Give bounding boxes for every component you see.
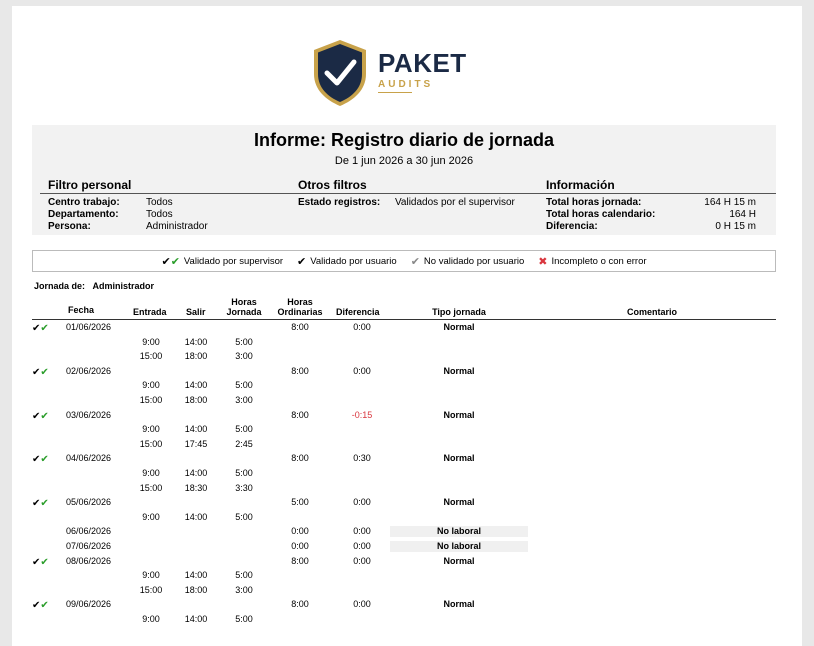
tramo-entrada: 9:00 bbox=[142, 570, 160, 581]
departamento-label: Departamento: bbox=[48, 209, 119, 220]
day-fecha: 01/06/2026 bbox=[66, 322, 112, 332]
day-diferencia: 0:30 bbox=[353, 453, 371, 464]
day-horas-ordinarias: 8:00 bbox=[291, 365, 309, 376]
tramo-salir: 18:00 bbox=[184, 395, 208, 405]
col-horas-jornada-l2: Jornada bbox=[226, 307, 262, 317]
total-calendario-label: Total horas calendario: bbox=[546, 209, 656, 220]
day-diferencia: 0:00 bbox=[353, 541, 371, 551]
tramo-horas: 3:00 bbox=[235, 584, 253, 595]
day-horas-ordinarias: 8:00 bbox=[291, 555, 309, 566]
day-fecha: 08/06/2026 bbox=[66, 555, 112, 566]
col-salir: Salir bbox=[186, 307, 206, 317]
estado-value: Validados por el supervisor bbox=[395, 197, 515, 208]
report-header bbox=[32, 125, 776, 235]
tramo-salir: 14:00 bbox=[184, 424, 208, 435]
tramo-entrada: 9:00 bbox=[142, 511, 160, 522]
tramo-entrada: 15:00 bbox=[139, 438, 163, 449]
col-comentario: Comentario bbox=[626, 307, 677, 317]
day-diferencia: 0:00 bbox=[353, 599, 371, 610]
day-diferencia: 0:00 bbox=[353, 497, 371, 508]
validated-supervisor-icon: ✔✔ bbox=[32, 498, 49, 510]
col-horas-ord-l1: Horas bbox=[287, 297, 313, 307]
legend-no-validado-label: No validado por usuario bbox=[423, 255, 525, 267]
tramo-horas: 5:00 bbox=[235, 570, 253, 581]
double-check-icon: ✔✔ bbox=[161, 255, 180, 268]
total-jornada-label: Total horas jornada: bbox=[546, 197, 642, 208]
legend-supervisor bbox=[161, 255, 283, 268]
day-tipo-jornada: Normal bbox=[443, 497, 475, 508]
legend-supervisor-label: Validado por supervisor bbox=[183, 255, 284, 267]
brand-subtitle: AUDITS bbox=[378, 79, 434, 90]
validated-supervisor-icon: ✔✔ bbox=[32, 556, 49, 568]
total-calendario-value: 164 H bbox=[729, 209, 756, 220]
day-fecha: 09/06/2026 bbox=[66, 599, 112, 610]
departamento-value: Todos bbox=[146, 209, 173, 220]
day-fecha: 02/06/2026 bbox=[66, 365, 112, 376]
legend-incompleto-label: Incompleto o con error bbox=[551, 255, 647, 267]
col-fecha: Fecha bbox=[68, 305, 95, 315]
diferencia-label: Diferencia: bbox=[546, 221, 598, 232]
tramo-entrada: 15:00 bbox=[139, 482, 163, 493]
day-horas-ordinarias: 8:00 bbox=[291, 599, 309, 610]
validated-supervisor-icon: ✔✔ bbox=[32, 600, 49, 612]
jornada-label: Jornada de: bbox=[34, 281, 86, 291]
brand-name: PAKET bbox=[378, 48, 467, 78]
day-fecha: 03/06/2026 bbox=[66, 409, 112, 420]
tramo-horas: 5:00 bbox=[235, 424, 253, 435]
tramo-horas: 2:45 bbox=[235, 438, 253, 449]
legend-usuario bbox=[297, 255, 397, 268]
jornada-persona: Administrador bbox=[92, 281, 155, 291]
col-entrada: Entrada bbox=[133, 307, 167, 317]
informacion-values bbox=[546, 197, 756, 233]
otros-filtros-values bbox=[298, 197, 515, 209]
day-tipo-jornada: Normal bbox=[443, 322, 475, 332]
tramo-salir: 18:00 bbox=[184, 351, 208, 362]
col-horas-jornada-l1: Horas bbox=[231, 297, 257, 307]
table-header-rule bbox=[32, 319, 776, 320]
report-date-range: De 1 jun 2026 a 30 jun 2026 bbox=[334, 155, 474, 167]
centro-label: Centro trabajo: bbox=[48, 197, 120, 208]
tramo-salir: 14:00 bbox=[184, 468, 208, 478]
day-horas-ordinarias: 0:00 bbox=[291, 541, 309, 551]
day-fecha: 04/06/2026 bbox=[66, 453, 112, 464]
col-horas-ordinarias bbox=[276, 297, 324, 317]
tramo-salir: 18:00 bbox=[184, 584, 208, 595]
tramo-entrada: 9:00 bbox=[142, 424, 160, 435]
validated-supervisor-icon: ✔✔ bbox=[32, 323, 49, 334]
col-tipo-jornada: Tipo jornada bbox=[432, 307, 486, 317]
status-legend bbox=[32, 250, 776, 272]
filtro-personal-values bbox=[48, 197, 208, 233]
day-tipo-jornada: Normal bbox=[443, 365, 475, 376]
validated-supervisor-icon: ✔✔ bbox=[32, 366, 49, 378]
shield-check-icon bbox=[312, 38, 368, 108]
day-tipo-jornada: No laboral bbox=[390, 526, 528, 537]
day-fecha: 05/06/2026 bbox=[66, 497, 112, 508]
tramo-horas: 5:00 bbox=[235, 468, 253, 478]
check-icon: ✔ bbox=[297, 255, 307, 268]
tramo-entrada: 15:00 bbox=[139, 395, 163, 405]
report-title: Informe: Registro diario de jornada bbox=[253, 130, 555, 150]
day-diferencia: 0:00 bbox=[353, 365, 371, 376]
header-divider bbox=[40, 193, 776, 194]
tramo-entrada: 9:00 bbox=[142, 336, 160, 347]
day-diferencia: 0:00 bbox=[353, 555, 371, 566]
day-horas-ordinarias: 8:00 bbox=[291, 322, 309, 332]
otros-filtros-heading: Otros filtros bbox=[298, 178, 367, 192]
validated-supervisor-icon: ✔✔ bbox=[32, 454, 49, 466]
day-fecha: 06/06/2026 bbox=[66, 526, 112, 537]
day-diferencia: 0:00 bbox=[353, 526, 371, 537]
cross-icon: ✖ bbox=[538, 255, 548, 268]
centro-value: Todos bbox=[146, 197, 173, 208]
day-horas-ordinarias: 5:00 bbox=[291, 497, 309, 508]
tramo-horas: 5:00 bbox=[235, 380, 253, 391]
tramo-entrada: 15:00 bbox=[139, 351, 163, 362]
report-page bbox=[12, 6, 802, 646]
tramo-horas: 5:00 bbox=[235, 614, 253, 624]
validated-supervisor-icon: ✔✔ bbox=[32, 410, 49, 422]
col-horas-jornada bbox=[226, 297, 262, 317]
tramo-horas: 5:00 bbox=[235, 336, 253, 347]
tramo-horas: 3:30 bbox=[235, 482, 253, 493]
day-horas-ordinarias: 8:00 bbox=[291, 409, 309, 420]
total-jornada-value: 164 H 15 m bbox=[704, 197, 756, 208]
jornada-de bbox=[34, 281, 154, 291]
filtro-personal-heading: Filtro personal bbox=[48, 178, 132, 192]
col-diferencia: Diferencia bbox=[336, 307, 380, 317]
paket-audits-logo bbox=[312, 38, 492, 110]
brand-underline bbox=[378, 92, 412, 93]
grey-check-icon: ✔ bbox=[410, 255, 420, 268]
legend-usuario-label: Validado por usuario bbox=[310, 255, 397, 267]
tramo-entrada: 9:00 bbox=[142, 614, 160, 624]
tramo-salir: 14:00 bbox=[184, 570, 208, 581]
tramo-salir: 17:45 bbox=[184, 438, 208, 449]
tramo-salir: 14:00 bbox=[184, 614, 208, 624]
legend-incompleto bbox=[538, 255, 646, 268]
legend-no-validado bbox=[411, 255, 525, 268]
informacion-heading: Información bbox=[546, 178, 615, 192]
day-fecha: 07/06/2026 bbox=[66, 541, 112, 551]
tramo-horas: 5:00 bbox=[235, 511, 253, 522]
tramo-salir: 14:00 bbox=[184, 511, 208, 522]
day-horas-ordinarias: 0:00 bbox=[291, 526, 309, 537]
day-tipo-jornada: Normal bbox=[443, 453, 475, 464]
day-diferencia: -0:15 bbox=[351, 409, 373, 420]
diferencia-value: 0 H 15 m bbox=[715, 221, 756, 232]
tramo-salir: 14:00 bbox=[184, 336, 208, 347]
day-tipo-jornada: Normal bbox=[443, 599, 475, 610]
day-tipo-jornada: Normal bbox=[443, 555, 475, 566]
tramo-entrada: 9:00 bbox=[142, 380, 160, 391]
day-tipo-jornada: Normal bbox=[443, 409, 475, 420]
tramo-entrada: 15:00 bbox=[139, 584, 163, 595]
day-horas-ordinarias: 8:00 bbox=[291, 453, 309, 464]
persona-label: Persona: bbox=[48, 221, 91, 232]
day-tipo-jornada: No laboral bbox=[390, 541, 528, 552]
day-diferencia: 0:00 bbox=[353, 322, 371, 332]
tramo-salir: 14:00 bbox=[184, 380, 208, 391]
tramo-horas: 3:00 bbox=[235, 395, 253, 405]
estado-label: Estado registros: bbox=[298, 197, 381, 208]
tramo-horas: 3:00 bbox=[235, 351, 253, 362]
col-horas-ord-l2: Ordinarias bbox=[277, 307, 323, 317]
tramo-entrada: 9:00 bbox=[142, 468, 160, 478]
tramo-salir: 18:30 bbox=[184, 482, 208, 493]
persona-value: Administrador bbox=[146, 221, 208, 232]
